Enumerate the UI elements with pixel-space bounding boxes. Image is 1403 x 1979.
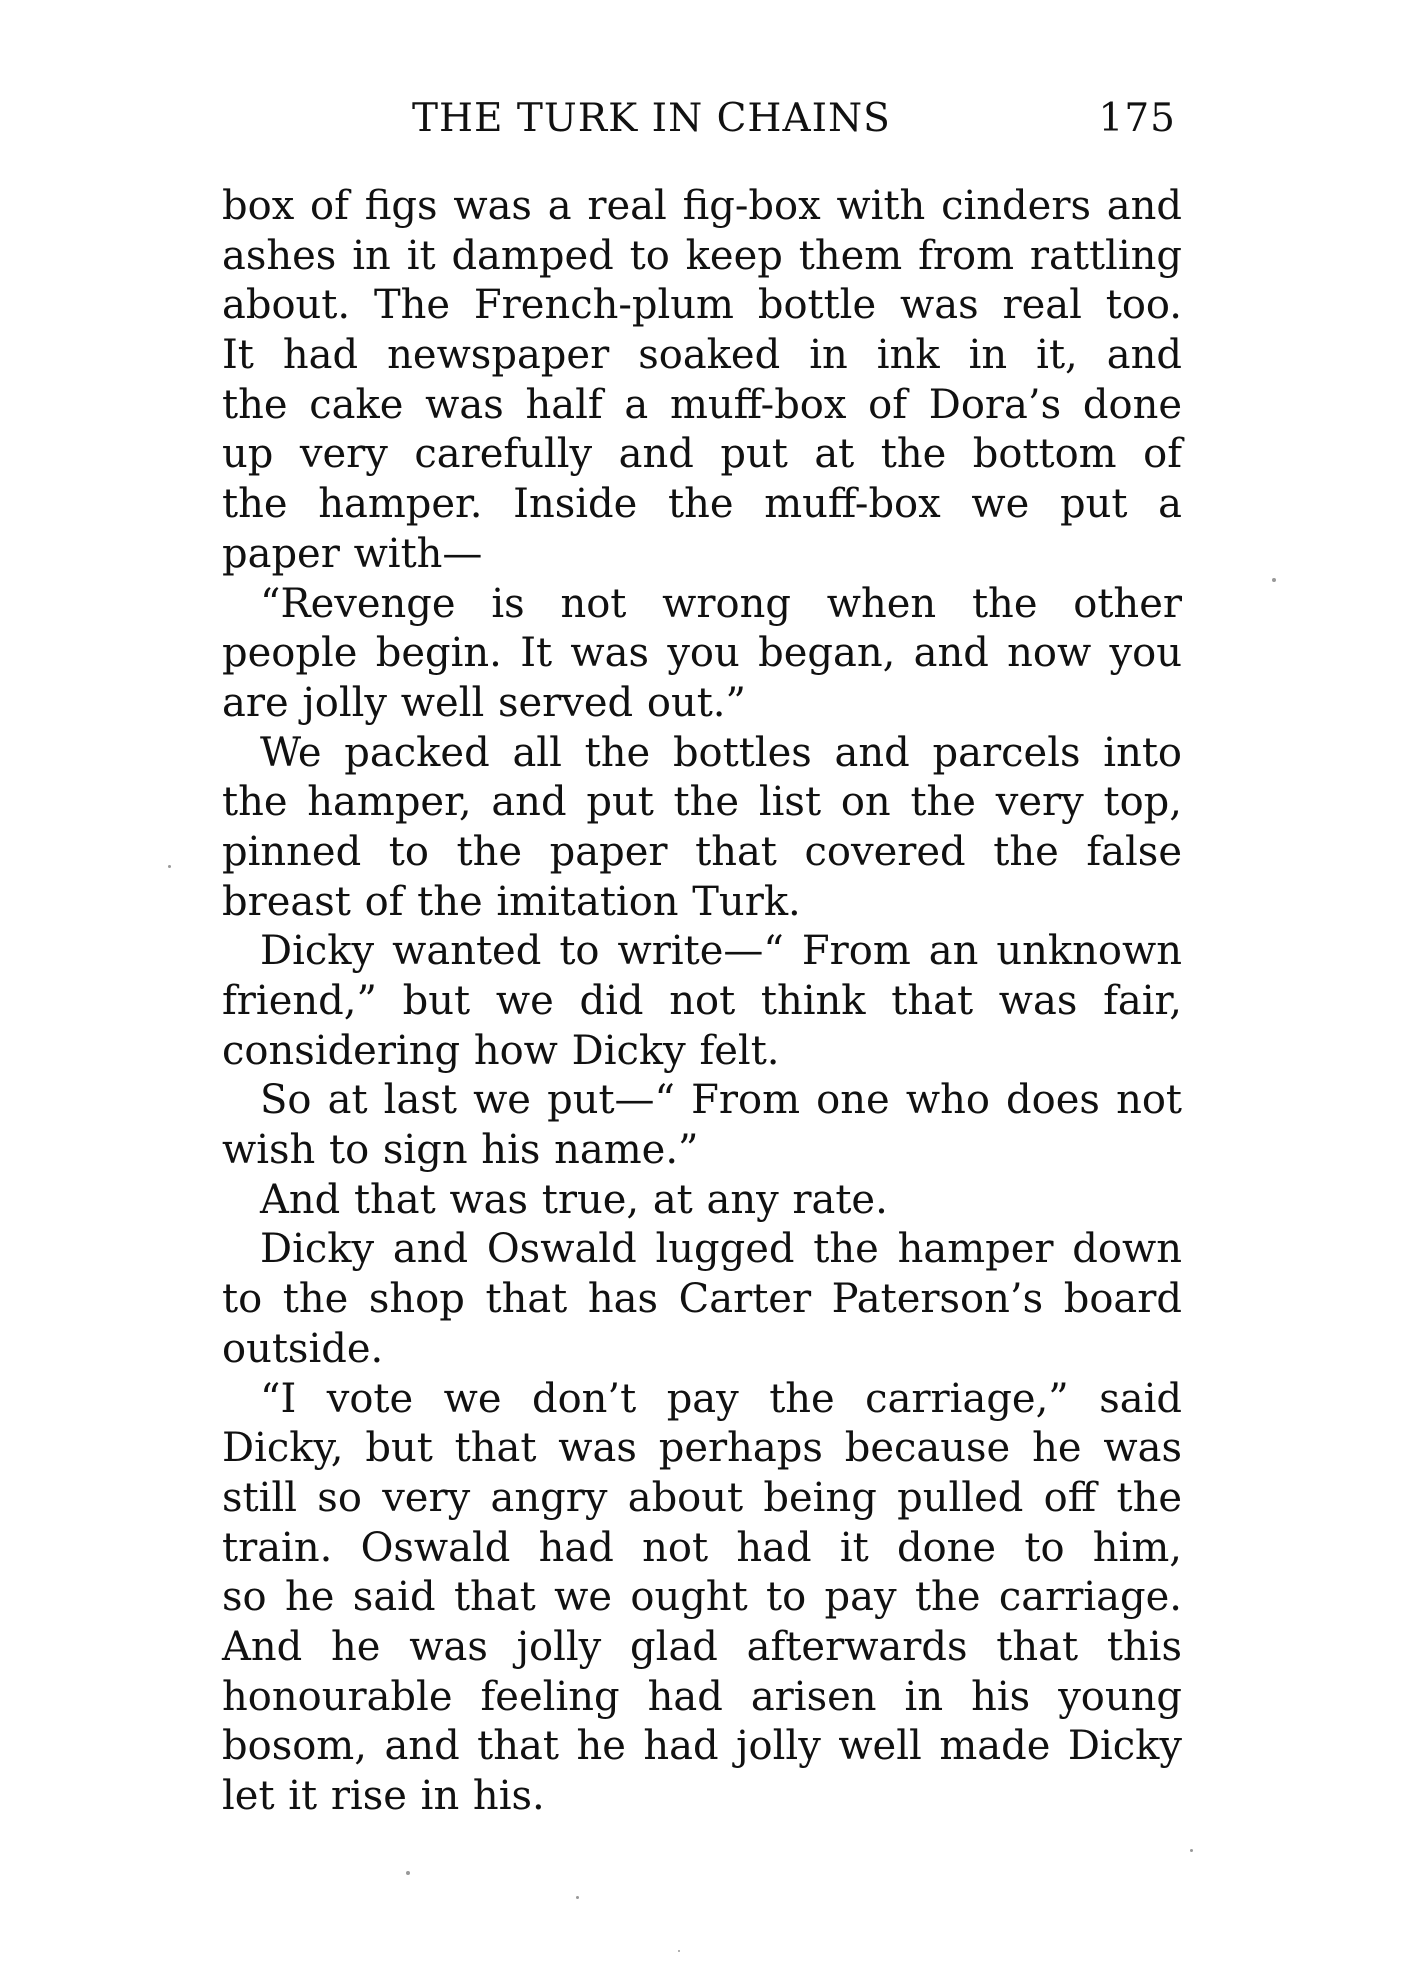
text-line: “I vote we don’t pay the carriage,” said: [260, 1375, 1182, 1422]
text-line: still so very angry about being pulled off the: [222, 1474, 1182, 1521]
text-line: friend,” but we did not think that was fair,: [222, 978, 1182, 1024]
text-line: about. The French-plum bottle was real too.: [222, 282, 1182, 329]
text-line: honourable feeling had arisen in his young: [222, 1673, 1182, 1720]
text-line: And that was true, at any rate.: [260, 1176, 888, 1223]
text-line: wish to sign his name.”: [222, 1127, 699, 1174]
text-line: pinned to the paper that covered the false: [222, 828, 1182, 875]
text-line: train. Oswald had not had it done to him,: [222, 1524, 1182, 1571]
paper-speck: [1272, 578, 1276, 582]
text-line: up very carefully and put at the bottom of: [222, 431, 1182, 478]
text-line: the hamper. Inside the muff-box we put a: [222, 481, 1182, 528]
paper-speck: [406, 1871, 410, 1875]
text-line: outside.: [222, 1325, 384, 1372]
text-line: It had newspaper soaked in ink in it, and: [222, 332, 1182, 379]
text-line: considering how Dicky felt.: [222, 1027, 780, 1074]
text-line: Dicky wanted to write—“ From an unknown: [260, 928, 1182, 975]
text-line: to the shop that has Carter Paterson’s board: [222, 1276, 1182, 1323]
text-line: “Revenge is not wrong when the other: [260, 580, 1182, 627]
text-line: And he was jolly glad afterwards that this: [222, 1623, 1182, 1670]
text-line: We packed all the bottles and parcels into: [260, 729, 1182, 776]
paper-speck: [168, 865, 171, 868]
text-line: the hamper, and put the list on the very top,: [222, 779, 1182, 826]
paper-speck: [678, 1950, 680, 1952]
text-line: are jolly well served out.”: [222, 679, 746, 726]
body-text: [222, 182, 1182, 1822]
text-line: paper with—: [222, 530, 483, 577]
text-line: So at last we put—“ From one who does not: [260, 1077, 1182, 1124]
text-line: the cake was half a muff-box of Dora’s done: [222, 381, 1182, 428]
text-line: Dicky, but that was perhaps because he was: [222, 1425, 1182, 1472]
text-line: ashes in it damped to keep them from rattling: [222, 232, 1182, 279]
text-line: so he said that we ought to pay the carriage.: [222, 1574, 1182, 1621]
text-line: people begin. It was you began, and now you: [222, 630, 1182, 677]
text-line: box of figs was a real fig-box with cinders and: [222, 183, 1182, 229]
text-line: Dicky and Oswald lugged the hamper down: [260, 1226, 1182, 1273]
text-line: breast of the imitation Turk.: [222, 878, 801, 925]
paper-speck: [1190, 1849, 1193, 1852]
text-line: let it rise in his.: [222, 1773, 545, 1819]
page-number: 175: [1098, 96, 1176, 141]
paper-speck: [576, 1896, 579, 1899]
text-line: bosom, and that he had jolly well made Dicky: [222, 1723, 1182, 1770]
chapter-title: THE TURK IN CHAINS: [412, 96, 891, 141]
running-head: [222, 96, 1182, 156]
